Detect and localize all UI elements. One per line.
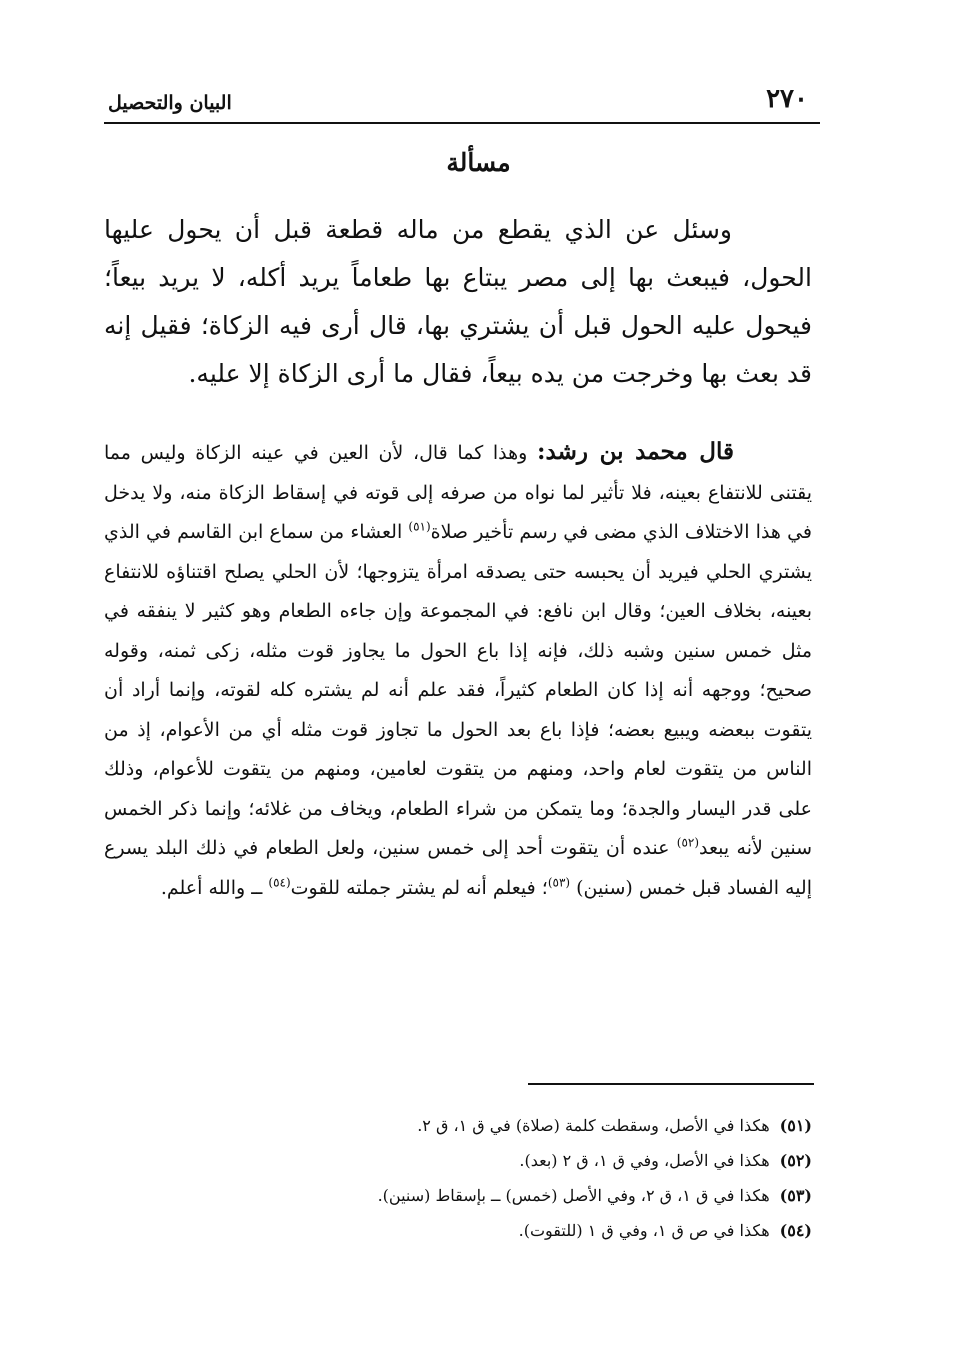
section-title: مسألة — [446, 148, 511, 177]
running-header — [104, 78, 820, 124]
commentary-text-3: عنده أن يتقوت أحد إلى خمس سنين، ولعل الطعام في ذلك البلد يسرع إليه الفساد قبل خمس (سنين) — [104, 837, 812, 899]
footnote-54 — [104, 1213, 812, 1248]
footnote-51 — [104, 1108, 812, 1143]
commentary-speaker: قال محمد بن رشد: — [537, 438, 734, 465]
commentary-text-2: العشاء من سماع ابن القاسم في الذي يشتري الحلي فيريد أن يحبسه حتى يصدقه امرأة يتزوجها؛ لأن الحلي يصلح اقتناؤه للانتفاع بعينه، بخلاف العين؛ وقال ابن نافع: في المجموعة وإن جاءه الطعام وهو كثير لا ينفقه في مثل خمس سنين وشبه ذلك، فإنه إذا باع الحول ما يجاوز قوت مثله، زكى ثمنه، وقوله صحيح؛ ووجهه أنه إذا كان الطعام كثيراً، فقد علم أنه لم يشتره كله لقوته، وإنما أراد أن يتقوت ببعضه ويبيع بعضه؛ فإذا باع بعد الحول ما تجاوز قوت مثله أي من الأعوام، إذ من الناس من يتقوت لعام واحد، ومنهم من يتقوت لعامين، ومنهم من يتقوت للأعوام، وذلك على قدر اليسار والجدة؛ وما يتمكن من شراء الطعام، ويخاف من غلائه؛ وإنما ذكر الخمس سنين لأنه يبعد — [104, 521, 812, 859]
footnote-ref-53: (٥٣) — [547, 875, 571, 890]
footnote-ref-54: (٥٤) — [268, 875, 291, 890]
page-number: ٢٧٠ — [766, 84, 808, 114]
footnote-number: (٥٣) — [779, 1186, 812, 1205]
commentary-paragraph — [104, 432, 812, 908]
footnote-ref-52: (٥٢) — [676, 835, 700, 850]
commentary-text-5: ــ والله أعلم. — [160, 876, 263, 899]
footnote-text: هكذا في الأصل، وسقطت كلمة (صلاة) في ق ١، ق ٢. — [417, 1116, 770, 1135]
commentary-text-4: ؛ فيعلم أنه لم يشتر جملته للقوت — [290, 876, 548, 899]
footnote-number: (٥٢) — [779, 1151, 812, 1170]
footnote-ref-51: (٥١) — [408, 519, 431, 534]
footnote-number: (٥١) — [779, 1116, 812, 1135]
footnote-text: هكذا في ق ١، ق ٢، وفي الأصل (خمس) ــ بإسقاط (سنين). — [377, 1186, 770, 1205]
footnote-number: (٥٤) — [779, 1221, 812, 1240]
footnote-53 — [104, 1178, 812, 1213]
question-paragraph: وسئل عن الذي يقطع من ماله قطعة قبل أن يحول عليها الحول، فيبعث بها إلى مصر يبتاع بها طعاماً يريد أكله، لا يريد بيعاً؛ فيحول عليه الحول قبل أن يشتري بها، قال أرى فيه الزكاة؛ فقيل إنه قد بعث بها وخرجت من يده بيعاً، فقال ما أرى الزكاة إلا عليه. — [104, 215, 812, 388]
footnote-text: هكذا في الأصل، وفي ق ١، ق ٢ (بعد). — [519, 1151, 770, 1170]
footnotes-list — [104, 1108, 812, 1248]
footnote-52 — [104, 1143, 812, 1178]
commentary-text-1: وهذا كما قال، لأن العين في عينه الزكاة وليس مما يقتنى للانتفاع بعينه، فلا تأثير لما نواه من صرفه إلى قوته في إسقاط الزكاة منه، ولا يدخل في هذا الاختلاف الذي مضى في رسم تأخير صلاة — [104, 442, 812, 543]
book-title: البيان والتحصيل — [108, 92, 232, 114]
footnote-divider — [528, 1083, 814, 1085]
footnote-text: هكذا في ص ق ١، وفي ق ١ (للتقوت). — [518, 1221, 770, 1240]
